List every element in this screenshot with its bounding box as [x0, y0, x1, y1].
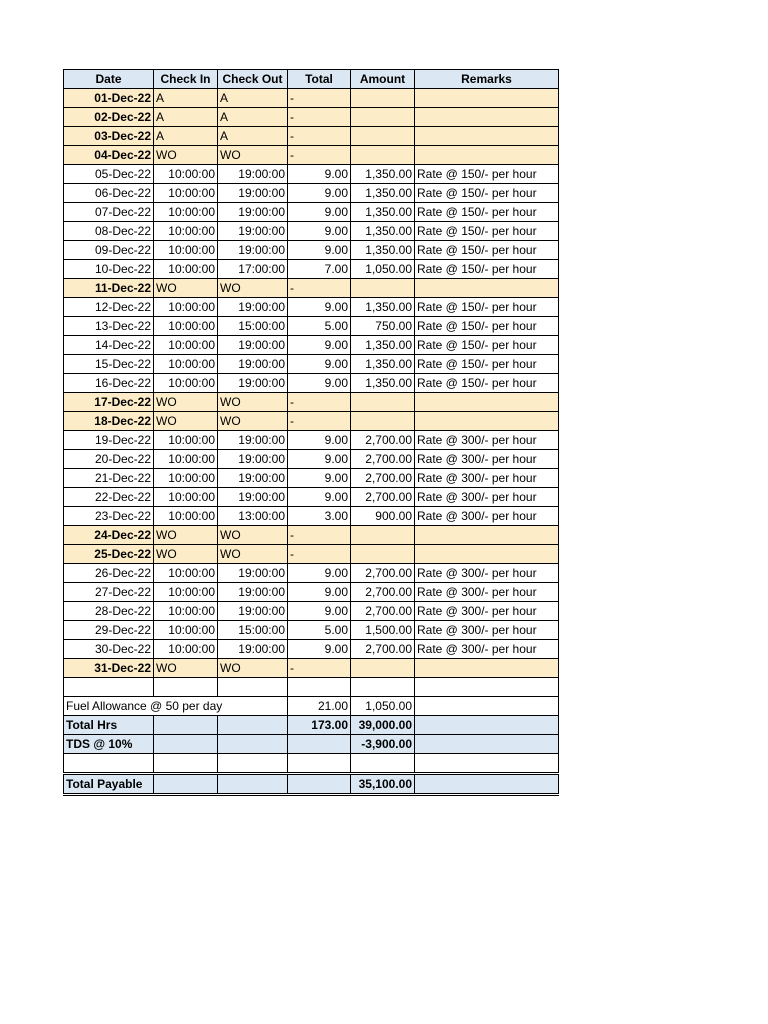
total-cell: - [288, 545, 351, 564]
date-cell: 06-Dec-22 [64, 184, 154, 203]
amount-cell: 1,350.00 [351, 222, 415, 241]
amount-cell [351, 279, 415, 298]
remarks-cell: Rate @ 150/- per hour [415, 260, 559, 279]
amount-cell: 1,050.00 [351, 260, 415, 279]
total-cell: 9.00 [288, 298, 351, 317]
check-out-cell: 19:00:00 [218, 165, 288, 184]
check-out-cell: A [218, 108, 288, 127]
date-cell: 09-Dec-22 [64, 241, 154, 260]
check-out-cell: 19:00:00 [218, 450, 288, 469]
check-out-cell: WO [218, 545, 288, 564]
total-cell: 9.00 [288, 241, 351, 260]
table-row [64, 108, 559, 127]
table-row [64, 602, 559, 621]
check-in-cell: 10:00:00 [154, 203, 218, 222]
table-row [64, 184, 559, 203]
date-cell: 28-Dec-22 [64, 602, 154, 621]
total-cell: - [288, 526, 351, 545]
date-cell: 03-Dec-22 [64, 127, 154, 146]
amount-cell: 750.00 [351, 317, 415, 336]
date-cell: 08-Dec-22 [64, 222, 154, 241]
amount-cell: 1,350.00 [351, 336, 415, 355]
remarks-cell [415, 146, 559, 165]
total-hrs-value: 173.00 [288, 716, 351, 735]
check-in-cell: WO [154, 393, 218, 412]
remarks-cell: Rate @ 300/- per hour [415, 469, 559, 488]
remarks-cell: Rate @ 300/- per hour [415, 621, 559, 640]
timesheet-body [64, 89, 559, 678]
header-remarks: Remarks [415, 70, 559, 89]
total-cell: 9.00 [288, 602, 351, 621]
remarks-cell: Rate @ 300/- per hour [415, 640, 559, 659]
table-row [64, 431, 559, 450]
remarks-cell: Rate @ 150/- per hour [415, 317, 559, 336]
total-cell: 9.00 [288, 431, 351, 450]
remarks-cell: Rate @ 150/- per hour [415, 165, 559, 184]
amount-cell [351, 108, 415, 127]
check-in-cell: 10:00:00 [154, 507, 218, 526]
remarks-cell [415, 279, 559, 298]
total-cell: 9.00 [288, 488, 351, 507]
total-cell: 9.00 [288, 203, 351, 222]
date-cell: 15-Dec-22 [64, 355, 154, 374]
amount-cell [351, 393, 415, 412]
amount-cell: 2,700.00 [351, 602, 415, 621]
check-in-cell: 10:00:00 [154, 602, 218, 621]
check-out-cell: 19:00:00 [218, 564, 288, 583]
check-in-cell: WO [154, 545, 218, 564]
total-cell: - [288, 146, 351, 165]
tds-amount: -3,900.00 [351, 735, 415, 754]
amount-cell: 1,350.00 [351, 355, 415, 374]
check-in-cell: 10:00:00 [154, 317, 218, 336]
remarks-cell: Rate @ 300/- per hour [415, 431, 559, 450]
date-cell: 27-Dec-22 [64, 583, 154, 602]
remarks-cell: Rate @ 300/- per hour [415, 583, 559, 602]
remarks-cell [415, 526, 559, 545]
check-out-cell: WO [218, 393, 288, 412]
total-cell: 9.00 [288, 222, 351, 241]
check-in-cell: 10:00:00 [154, 640, 218, 659]
remarks-cell [415, 412, 559, 431]
check-in-cell: 10:00:00 [154, 165, 218, 184]
date-cell: 29-Dec-22 [64, 621, 154, 640]
total-cell: - [288, 659, 351, 678]
table-row [64, 526, 559, 545]
date-cell: 12-Dec-22 [64, 298, 154, 317]
check-out-cell: A [218, 89, 288, 108]
check-in-cell: 10:00:00 [154, 260, 218, 279]
table-row [64, 450, 559, 469]
total-cell: 9.00 [288, 583, 351, 602]
check-out-cell: 19:00:00 [218, 336, 288, 355]
table-row [64, 469, 559, 488]
check-out-cell: 19:00:00 [218, 469, 288, 488]
date-cell: 01-Dec-22 [64, 89, 154, 108]
table-row [64, 298, 559, 317]
total-payable-row [64, 774, 559, 795]
amount-cell: 1,350.00 [351, 165, 415, 184]
table-row [64, 659, 559, 678]
remarks-cell: Rate @ 150/- per hour [415, 203, 559, 222]
total-cell: 5.00 [288, 317, 351, 336]
total-cell: - [288, 108, 351, 127]
check-in-cell: A [154, 127, 218, 146]
remarks-cell: Rate @ 150/- per hour [415, 336, 559, 355]
remarks-cell: Rate @ 150/- per hour [415, 355, 559, 374]
check-in-cell: 10:00:00 [154, 469, 218, 488]
remarks-cell: Rate @ 300/- per hour [415, 564, 559, 583]
date-cell: 19-Dec-22 [64, 431, 154, 450]
remarks-cell [415, 659, 559, 678]
date-cell: 18-Dec-22 [64, 412, 154, 431]
total-cell: 9.00 [288, 374, 351, 393]
check-in-cell: 10:00:00 [154, 374, 218, 393]
table-row [64, 222, 559, 241]
total-cell: 9.00 [288, 640, 351, 659]
remarks-cell: Rate @ 300/- per hour [415, 450, 559, 469]
total-cell: 9.00 [288, 336, 351, 355]
total-cell: 9.00 [288, 165, 351, 184]
blank-row [64, 754, 559, 774]
total-cell: 9.00 [288, 355, 351, 374]
check-in-cell: 10:00:00 [154, 336, 218, 355]
check-out-cell: 17:00:00 [218, 260, 288, 279]
total-cell: 9.00 [288, 469, 351, 488]
table-row [64, 507, 559, 526]
remarks-cell: Rate @ 150/- per hour [415, 241, 559, 260]
remarks-cell: Rate @ 150/- per hour [415, 222, 559, 241]
check-out-cell: WO [218, 146, 288, 165]
check-out-cell: 15:00:00 [218, 317, 288, 336]
amount-cell [351, 412, 415, 431]
date-cell: 16-Dec-22 [64, 374, 154, 393]
amount-cell: 1,350.00 [351, 298, 415, 317]
amount-cell [351, 659, 415, 678]
check-in-cell: 10:00:00 [154, 241, 218, 260]
check-out-cell: 19:00:00 [218, 431, 288, 450]
check-out-cell: 19:00:00 [218, 241, 288, 260]
amount-cell: 2,700.00 [351, 431, 415, 450]
table-row [64, 127, 559, 146]
check-out-cell: 19:00:00 [218, 184, 288, 203]
check-in-cell: 10:00:00 [154, 222, 218, 241]
check-in-cell: 10:00:00 [154, 298, 218, 317]
date-cell: 31-Dec-22 [64, 659, 154, 678]
date-cell: 11-Dec-22 [64, 279, 154, 298]
amount-cell: 1,350.00 [351, 203, 415, 222]
date-cell: 23-Dec-22 [64, 507, 154, 526]
check-in-cell: 10:00:00 [154, 488, 218, 507]
check-out-cell: 19:00:00 [218, 640, 288, 659]
table-row [64, 488, 559, 507]
check-out-cell: 13:00:00 [218, 507, 288, 526]
check-in-cell: WO [154, 146, 218, 165]
amount-cell: 2,700.00 [351, 488, 415, 507]
date-cell: 22-Dec-22 [64, 488, 154, 507]
check-in-cell: 10:00:00 [154, 564, 218, 583]
check-in-cell: 10:00:00 [154, 621, 218, 640]
table-row [64, 89, 559, 108]
total-payable-label: Total Payable [64, 774, 154, 795]
total-cell: - [288, 279, 351, 298]
remarks-cell: Rate @ 300/- per hour [415, 488, 559, 507]
remarks-cell [415, 89, 559, 108]
total-amount-value: 39,000.00 [351, 716, 415, 735]
check-in-cell: WO [154, 279, 218, 298]
total-cell: 9.00 [288, 450, 351, 469]
check-in-cell: WO [154, 659, 218, 678]
check-in-cell: 10:00:00 [154, 450, 218, 469]
summary-section [64, 678, 559, 795]
date-cell: 02-Dec-22 [64, 108, 154, 127]
amount-cell [351, 545, 415, 564]
total-cell: 9.00 [288, 184, 351, 203]
check-in-cell: 10:00:00 [154, 431, 218, 450]
date-cell: 07-Dec-22 [64, 203, 154, 222]
check-out-cell: 19:00:00 [218, 298, 288, 317]
table-row [64, 355, 559, 374]
check-in-cell: WO [154, 526, 218, 545]
date-cell: 24-Dec-22 [64, 526, 154, 545]
remarks-cell [415, 108, 559, 127]
check-in-cell: A [154, 89, 218, 108]
date-cell: 17-Dec-22 [64, 393, 154, 412]
amount-cell: 1,350.00 [351, 184, 415, 203]
total-cell: - [288, 127, 351, 146]
fuel-allowance-label: Fuel Allowance @ 50 per day [64, 697, 288, 716]
total-cell: - [288, 412, 351, 431]
amount-cell: 2,700.00 [351, 640, 415, 659]
date-cell: 05-Dec-22 [64, 165, 154, 184]
table-row [64, 374, 559, 393]
remarks-cell: Rate @ 300/- per hour [415, 602, 559, 621]
blank-row [64, 678, 559, 697]
header-check-out: Check Out [218, 70, 288, 89]
check-out-cell: 19:00:00 [218, 488, 288, 507]
check-out-cell: WO [218, 526, 288, 545]
table-row [64, 640, 559, 659]
header-date: Date [64, 70, 154, 89]
check-out-cell: 15:00:00 [218, 621, 288, 640]
date-cell: 13-Dec-22 [64, 317, 154, 336]
check-out-cell: 19:00:00 [218, 374, 288, 393]
check-out-cell: 19:00:00 [218, 222, 288, 241]
check-out-cell: WO [218, 659, 288, 678]
table-row [64, 317, 559, 336]
check-out-cell: WO [218, 412, 288, 431]
table-row [64, 279, 559, 298]
total-cell: - [288, 89, 351, 108]
remarks-cell: Rate @ 150/- per hour [415, 374, 559, 393]
remarks-cell: Rate @ 150/- per hour [415, 184, 559, 203]
table-row [64, 621, 559, 640]
amount-cell [351, 526, 415, 545]
table-row [64, 564, 559, 583]
header-total: Total [288, 70, 351, 89]
total-cell: 3.00 [288, 507, 351, 526]
table-row [64, 583, 559, 602]
amount-cell: 2,700.00 [351, 583, 415, 602]
date-cell: 20-Dec-22 [64, 450, 154, 469]
amount-cell: 1,350.00 [351, 374, 415, 393]
total-cell: - [288, 393, 351, 412]
check-out-cell: 19:00:00 [218, 203, 288, 222]
tds-row [64, 735, 559, 754]
check-in-cell: 10:00:00 [154, 355, 218, 374]
table-row [64, 260, 559, 279]
header-amount: Amount [351, 70, 415, 89]
check-out-cell: WO [218, 279, 288, 298]
table-row [64, 393, 559, 412]
table-row [64, 203, 559, 222]
date-cell: 14-Dec-22 [64, 336, 154, 355]
check-out-cell: 19:00:00 [218, 355, 288, 374]
date-cell: 26-Dec-22 [64, 564, 154, 583]
check-in-cell: A [154, 108, 218, 127]
fuel-allowance-row [64, 697, 559, 716]
table-row [64, 412, 559, 431]
check-in-cell: 10:00:00 [154, 583, 218, 602]
amount-cell: 900.00 [351, 507, 415, 526]
table-row [64, 241, 559, 260]
check-out-cell: 19:00:00 [218, 602, 288, 621]
remarks-cell [415, 127, 559, 146]
fuel-days: 21.00 [288, 697, 351, 716]
header-row [64, 70, 559, 89]
date-cell: 21-Dec-22 [64, 469, 154, 488]
amount-cell [351, 127, 415, 146]
total-cell: 5.00 [288, 621, 351, 640]
date-cell: 25-Dec-22 [64, 545, 154, 564]
date-cell: 04-Dec-22 [64, 146, 154, 165]
amount-cell: 1,500.00 [351, 621, 415, 640]
timesheet-table [63, 69, 559, 796]
check-in-cell: WO [154, 412, 218, 431]
total-hrs-row [64, 716, 559, 735]
remarks-cell [415, 545, 559, 564]
remarks-cell: Rate @ 150/- per hour [415, 298, 559, 317]
total-hrs-label: Total Hrs [64, 716, 154, 735]
check-in-cell: 10:00:00 [154, 184, 218, 203]
check-out-cell: A [218, 127, 288, 146]
amount-cell: 2,700.00 [351, 469, 415, 488]
remarks-cell [415, 393, 559, 412]
amount-cell: 2,700.00 [351, 450, 415, 469]
remarks-cell: Rate @ 300/- per hour [415, 507, 559, 526]
date-cell: 10-Dec-22 [64, 260, 154, 279]
table-row [64, 336, 559, 355]
amount-cell: 2,700.00 [351, 564, 415, 583]
check-out-cell: 19:00:00 [218, 583, 288, 602]
amount-cell [351, 146, 415, 165]
amount-cell [351, 89, 415, 108]
table-row [64, 165, 559, 184]
total-cell: 9.00 [288, 564, 351, 583]
table-row [64, 545, 559, 564]
amount-cell: 1,350.00 [351, 241, 415, 260]
header-check-in: Check In [154, 70, 218, 89]
tds-label: TDS @ 10% [64, 735, 154, 754]
fuel-amount: 1,050.00 [351, 697, 415, 716]
total-payable-amount: 35,100.00 [351, 774, 415, 795]
total-cell: 7.00 [288, 260, 351, 279]
table-row [64, 146, 559, 165]
date-cell: 30-Dec-22 [64, 640, 154, 659]
